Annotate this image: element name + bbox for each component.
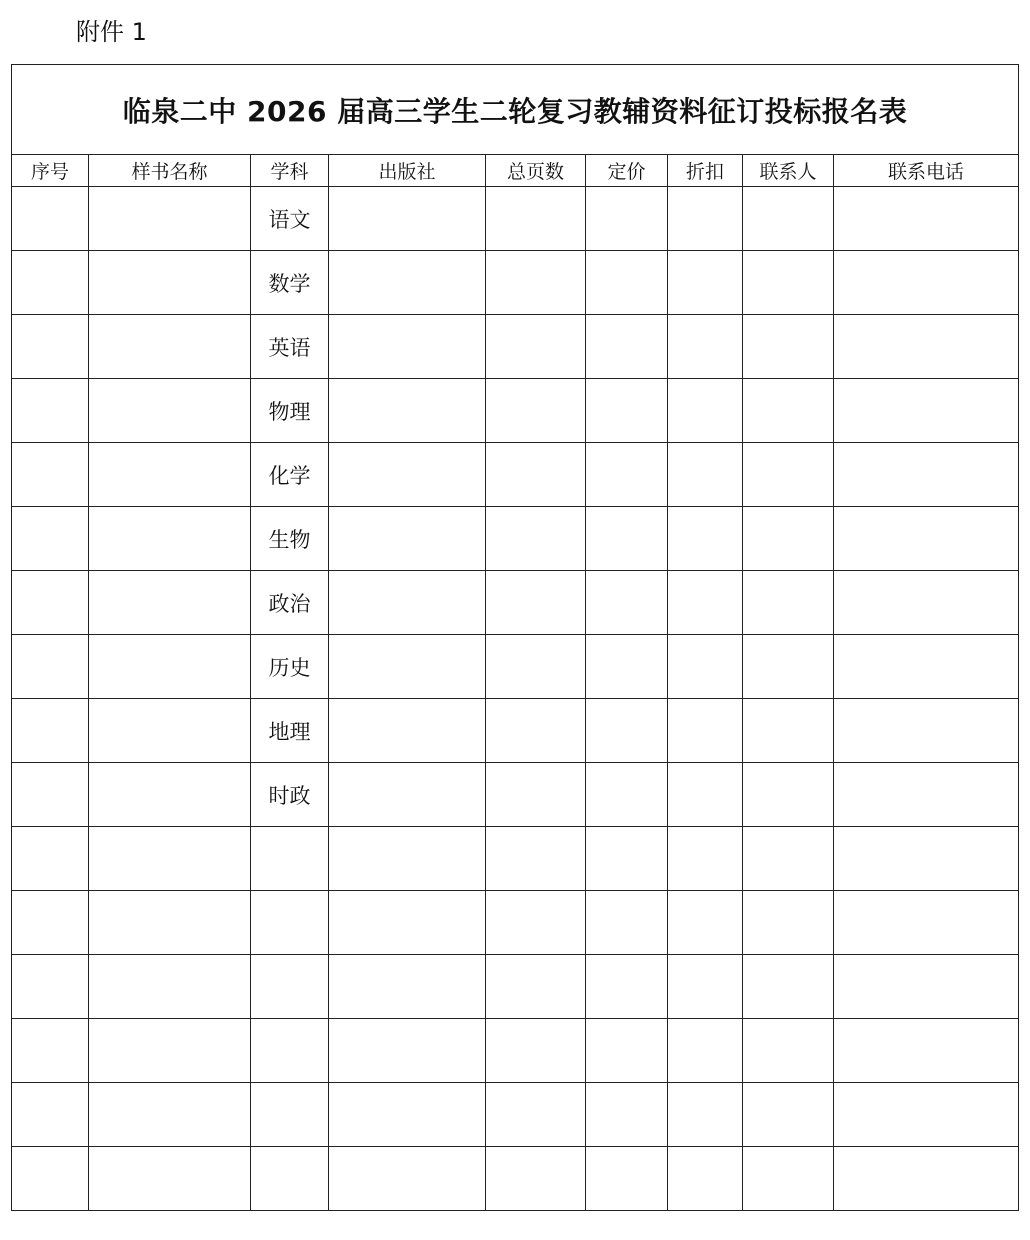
cell-publisher[interactable] bbox=[329, 507, 486, 571]
cell-contact-person[interactable] bbox=[743, 891, 834, 955]
cell-subject bbox=[251, 187, 329, 251]
table-row bbox=[12, 955, 1019, 1019]
cell-contact-phone[interactable] bbox=[834, 1083, 1019, 1147]
cell-contact-phone[interactable] bbox=[834, 379, 1019, 443]
cell-index[interactable] bbox=[12, 635, 89, 699]
cell-sample-book-name[interactable] bbox=[89, 635, 251, 699]
cell-index[interactable] bbox=[12, 699, 89, 763]
cell-contact-phone[interactable] bbox=[834, 315, 1019, 379]
table-row bbox=[12, 251, 1019, 315]
table-row bbox=[12, 1083, 1019, 1147]
table-row bbox=[12, 891, 1019, 955]
cell-price[interactable] bbox=[586, 571, 668, 635]
cell-subject bbox=[251, 1019, 329, 1083]
header-sample-book-name: 样书名称 bbox=[89, 155, 251, 187]
cell-publisher[interactable] bbox=[329, 891, 486, 955]
cell-contact-person[interactable] bbox=[743, 443, 834, 507]
cell-price[interactable] bbox=[586, 379, 668, 443]
attachment-label: 附件 1 bbox=[76, 18, 147, 46]
subject-label: 英语 bbox=[268, 336, 311, 360]
cell-contact-phone[interactable] bbox=[834, 187, 1019, 251]
cell-discount[interactable] bbox=[668, 443, 743, 507]
cell-subject bbox=[251, 379, 329, 443]
cell-subject bbox=[251, 1083, 329, 1147]
cell-total-pages[interactable] bbox=[486, 507, 586, 571]
cell-sample-book-name[interactable] bbox=[89, 763, 251, 827]
cell-contact-phone[interactable] bbox=[834, 507, 1019, 571]
subject-label: 化学 bbox=[268, 464, 311, 488]
form-title: 临泉二中 2026 届高三学生二轮复习教辅资料征订投标报名表 bbox=[12, 65, 1019, 155]
header-price: 定价 bbox=[586, 155, 668, 187]
cell-contact-phone[interactable] bbox=[834, 443, 1019, 507]
cell-subject bbox=[251, 891, 329, 955]
cell-sample-book-name[interactable] bbox=[89, 1083, 251, 1147]
table-row bbox=[12, 763, 1019, 827]
cell-sample-book-name[interactable] bbox=[89, 507, 251, 571]
cell-index[interactable] bbox=[12, 315, 89, 379]
cell-sample-book-name[interactable] bbox=[89, 315, 251, 379]
cell-contact-person[interactable] bbox=[743, 1083, 834, 1147]
subject-label bbox=[251, 891, 328, 908]
cell-contact-person[interactable] bbox=[743, 955, 834, 1019]
cell-contact-phone[interactable] bbox=[834, 827, 1019, 891]
cell-index[interactable] bbox=[12, 251, 89, 315]
cell-publisher[interactable] bbox=[329, 763, 486, 827]
cell-index[interactable] bbox=[12, 827, 89, 891]
header-contact-phone: 联系电话 bbox=[834, 155, 1019, 187]
cell-subject bbox=[251, 443, 329, 507]
cell-total-pages[interactable] bbox=[486, 379, 586, 443]
header-discount: 折扣 bbox=[668, 155, 743, 187]
cell-contact-person[interactable] bbox=[743, 315, 834, 379]
cell-subject bbox=[251, 955, 329, 1019]
cell-discount[interactable] bbox=[668, 315, 743, 379]
cell-sample-book-name[interactable] bbox=[89, 379, 251, 443]
cell-price[interactable] bbox=[586, 635, 668, 699]
table-row bbox=[12, 635, 1019, 699]
cell-total-pages[interactable] bbox=[486, 955, 586, 1019]
cell-contact-phone[interactable] bbox=[834, 763, 1019, 827]
cell-total-pages[interactable] bbox=[486, 891, 586, 955]
table-body bbox=[12, 187, 1019, 1211]
cell-index[interactable] bbox=[12, 507, 89, 571]
cell-contact-person[interactable] bbox=[743, 379, 834, 443]
cell-publisher[interactable] bbox=[329, 635, 486, 699]
cell-subject bbox=[251, 699, 329, 763]
subject-label bbox=[251, 1083, 328, 1100]
header-contact-person: 联系人 bbox=[743, 155, 834, 187]
cell-contact-person[interactable] bbox=[743, 635, 834, 699]
cell-discount[interactable] bbox=[668, 955, 743, 1019]
cell-contact-phone[interactable] bbox=[834, 571, 1019, 635]
cell-contact-phone[interactable] bbox=[834, 955, 1019, 1019]
cell-price[interactable] bbox=[586, 955, 668, 1019]
table-row bbox=[12, 187, 1019, 251]
cell-discount[interactable] bbox=[668, 1083, 743, 1147]
cell-total-pages[interactable] bbox=[486, 443, 586, 507]
cell-total-pages[interactable] bbox=[486, 187, 586, 251]
cell-publisher[interactable] bbox=[329, 1019, 486, 1083]
cell-contact-phone[interactable] bbox=[834, 251, 1019, 315]
header-index: 序号 bbox=[12, 155, 89, 187]
cell-discount[interactable] bbox=[668, 507, 743, 571]
cell-price[interactable] bbox=[586, 699, 668, 763]
cell-subject bbox=[251, 827, 329, 891]
table-row bbox=[12, 507, 1019, 571]
header-publisher: 出版社 bbox=[329, 155, 486, 187]
cell-sample-book-name[interactable] bbox=[89, 699, 251, 763]
subject-label: 生物 bbox=[268, 528, 311, 552]
cell-discount[interactable] bbox=[668, 763, 743, 827]
cell-subject bbox=[251, 315, 329, 379]
cell-price[interactable] bbox=[586, 891, 668, 955]
cell-price[interactable] bbox=[586, 1019, 668, 1083]
table-row bbox=[12, 1019, 1019, 1083]
cell-contact-person[interactable] bbox=[743, 507, 834, 571]
cell-contact-phone[interactable] bbox=[834, 891, 1019, 955]
cell-index[interactable] bbox=[12, 379, 89, 443]
cell-price[interactable] bbox=[586, 827, 668, 891]
cell-price[interactable] bbox=[586, 187, 668, 251]
cell-contact-person[interactable] bbox=[743, 827, 834, 891]
cell-sample-book-name[interactable] bbox=[89, 1019, 251, 1083]
cell-discount[interactable] bbox=[668, 699, 743, 763]
cell-subject bbox=[251, 763, 329, 827]
cell-contact-phone[interactable] bbox=[834, 635, 1019, 699]
cell-contact-person[interactable] bbox=[743, 187, 834, 251]
cell-contact-phone[interactable] bbox=[834, 699, 1019, 763]
subject-label: 数学 bbox=[268, 272, 311, 296]
cell-total-pages[interactable] bbox=[486, 251, 586, 315]
cell-sample-book-name[interactable] bbox=[89, 251, 251, 315]
cell-subject bbox=[251, 1147, 329, 1211]
cell-discount[interactable] bbox=[668, 827, 743, 891]
cell-index[interactable] bbox=[12, 1019, 89, 1083]
cell-price[interactable] bbox=[586, 443, 668, 507]
cell-sample-book-name[interactable] bbox=[89, 571, 251, 635]
cell-discount[interactable] bbox=[668, 251, 743, 315]
cell-price[interactable] bbox=[586, 315, 668, 379]
table-row bbox=[12, 443, 1019, 507]
cell-index[interactable] bbox=[12, 443, 89, 507]
cell-sample-book-name[interactable] bbox=[89, 955, 251, 1019]
cell-total-pages[interactable] bbox=[486, 827, 586, 891]
cell-sample-book-name[interactable] bbox=[89, 187, 251, 251]
header-subject: 学科 bbox=[251, 155, 329, 187]
cell-total-pages[interactable] bbox=[486, 1019, 586, 1083]
cell-publisher[interactable] bbox=[329, 315, 486, 379]
subject-label: 语文 bbox=[268, 208, 311, 232]
subject-label: 政治 bbox=[268, 592, 311, 616]
subject-label bbox=[251, 1147, 328, 1164]
table-row bbox=[12, 827, 1019, 891]
cell-total-pages[interactable] bbox=[486, 315, 586, 379]
cell-price[interactable] bbox=[586, 1083, 668, 1147]
cell-index[interactable] bbox=[12, 1147, 89, 1211]
subject-label: 地理 bbox=[268, 720, 311, 744]
cell-publisher[interactable] bbox=[329, 1083, 486, 1147]
cell-publisher[interactable] bbox=[329, 251, 486, 315]
table-row bbox=[12, 571, 1019, 635]
subject-label bbox=[251, 827, 328, 844]
table-row bbox=[12, 1147, 1019, 1211]
cell-sample-book-name[interactable] bbox=[89, 827, 251, 891]
cell-sample-book-name[interactable] bbox=[89, 1147, 251, 1211]
cell-total-pages[interactable] bbox=[486, 763, 586, 827]
cell-publisher[interactable] bbox=[329, 571, 486, 635]
cell-subject bbox=[251, 635, 329, 699]
table-row bbox=[12, 315, 1019, 379]
cell-subject bbox=[251, 251, 329, 315]
cell-publisher[interactable] bbox=[329, 187, 486, 251]
subject-label bbox=[251, 1019, 328, 1036]
cell-publisher[interactable] bbox=[329, 699, 486, 763]
title-row bbox=[12, 65, 1019, 155]
header-row bbox=[12, 155, 1019, 187]
cell-discount[interactable] bbox=[668, 1019, 743, 1083]
cell-price[interactable] bbox=[586, 507, 668, 571]
cell-total-pages[interactable] bbox=[486, 571, 586, 635]
table-row bbox=[12, 379, 1019, 443]
cell-discount[interactable] bbox=[668, 187, 743, 251]
cell-subject bbox=[251, 571, 329, 635]
cell-index[interactable] bbox=[12, 571, 89, 635]
cell-index[interactable] bbox=[12, 763, 89, 827]
cell-price[interactable] bbox=[586, 251, 668, 315]
cell-index[interactable] bbox=[12, 891, 89, 955]
cell-discount[interactable] bbox=[668, 891, 743, 955]
registration-form-table bbox=[11, 64, 1019, 1211]
cell-total-pages[interactable] bbox=[486, 699, 586, 763]
cell-discount[interactable] bbox=[668, 571, 743, 635]
cell-publisher[interactable] bbox=[329, 379, 486, 443]
cell-sample-book-name[interactable] bbox=[89, 443, 251, 507]
cell-subject bbox=[251, 507, 329, 571]
cell-contact-person[interactable] bbox=[743, 251, 834, 315]
cell-sample-book-name[interactable] bbox=[89, 891, 251, 955]
subject-label bbox=[251, 955, 328, 972]
cell-contact-phone[interactable] bbox=[834, 1147, 1019, 1211]
table-row bbox=[12, 699, 1019, 763]
cell-contact-phone[interactable] bbox=[834, 1019, 1019, 1083]
header-total-pages: 总页数 bbox=[486, 155, 586, 187]
cell-contact-person[interactable] bbox=[743, 763, 834, 827]
cell-price[interactable] bbox=[586, 763, 668, 827]
cell-discount[interactable] bbox=[668, 379, 743, 443]
subject-label: 物理 bbox=[268, 400, 311, 424]
subject-label: 时政 bbox=[268, 784, 311, 808]
subject-label: 历史 bbox=[268, 656, 311, 680]
cell-contact-person[interactable] bbox=[743, 1019, 834, 1083]
cell-contact-person[interactable] bbox=[743, 699, 834, 763]
cell-contact-person[interactable] bbox=[743, 1147, 834, 1211]
cell-discount[interactable] bbox=[668, 1147, 743, 1211]
cell-publisher[interactable] bbox=[329, 827, 486, 891]
cell-total-pages[interactable] bbox=[486, 1147, 586, 1211]
cell-price[interactable] bbox=[586, 1147, 668, 1211]
cell-index[interactable] bbox=[12, 187, 89, 251]
cell-total-pages[interactable] bbox=[486, 1083, 586, 1147]
cell-discount[interactable] bbox=[668, 635, 743, 699]
cell-index[interactable] bbox=[12, 955, 89, 1019]
cell-publisher[interactable] bbox=[329, 955, 486, 1019]
cell-total-pages[interactable] bbox=[486, 635, 586, 699]
cell-publisher[interactable] bbox=[329, 443, 486, 507]
cell-publisher[interactable] bbox=[329, 1147, 486, 1211]
cell-contact-person[interactable] bbox=[743, 571, 834, 635]
cell-index[interactable] bbox=[12, 1083, 89, 1147]
